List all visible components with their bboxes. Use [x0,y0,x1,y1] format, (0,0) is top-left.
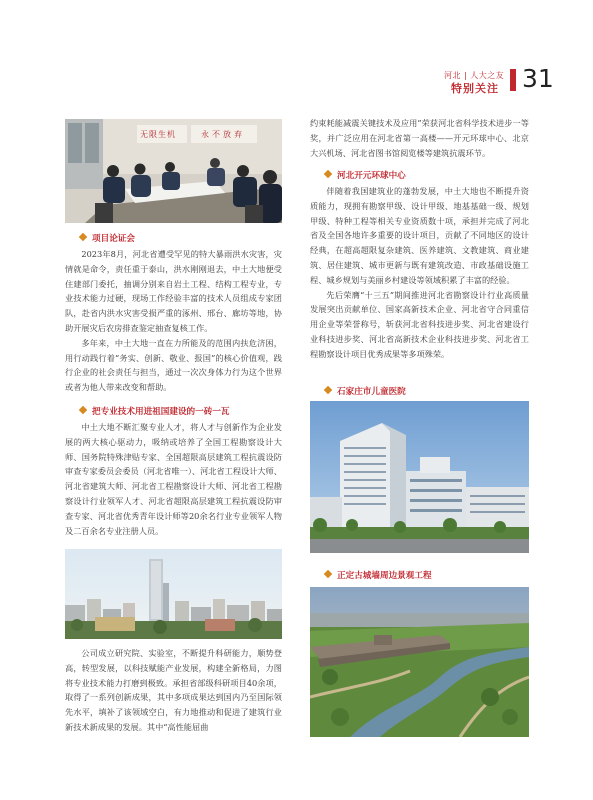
section-heading-text: 把专业技术用进祖国建设的一砖一瓦 [92,407,230,417]
right-text-block-2 [310,184,529,362]
caption-text: 正定古城墙周边景观工程 [337,571,432,581]
caption-text: 石家庄市儿童医院 [337,387,406,397]
caption-childrens-hospital [325,385,406,397]
diamond-icon [79,233,87,241]
caption-zhengding-wall [325,569,432,581]
banner-left-text: 无限生机 [140,130,176,139]
hospital-photo [310,401,529,553]
banner-right-text: 永不放弃 [201,130,245,139]
left-text-block-1 [65,247,282,395]
diamond-icon [79,406,87,414]
paragraph-social-responsibility: 多年来，中土大地一直在力所能及的范围内扶危济困，用行动践行着“务实、创新、敬业、报国”的核心价值观，践行企业的社会责任与担当，通过一次次身体力行为这个世界或者为他人带来改变和帮助。 [65,337,282,393]
caption-project-meeting [80,232,135,244]
section-heading-professional-tech [80,405,230,417]
right-text-block-1 [310,116,529,160]
section-heading-text: 河北开元环球中心 [337,171,406,181]
paragraph-flood-relief: 2023年8月，河北省遭受罕见的特大暴雨洪水灾害，灾情就是命令，责任重于泰山，洪水刚刚退去，中土大地便受住建部门委托，抽调分别来自岩土工程、结构工程专业，专业技术能力过硬，现场工作经验丰富的技术人员组成专家团队，赴省内洪水灾害受损严重的涿州、邢台、廊坊等地，协助开展灾后农房排查鉴定抽查复核工作。 [65,249,282,333]
diamond-icon [324,570,332,578]
caption-text: 项目论证会 [92,234,135,244]
paragraph-talent: 中土大地不断汇聚专业人才，将人才与创新作为企业发展的两大核心驱动力，吸纳或培养了全国工程勘察设计大师、国务院特殊津贴专家、全国超限高层建筑工程抗震设防审查专家委员会委员（河北省唯一）、河北省工程设计大师、河北省建筑大师、河北省工程勘察设计大师、河北省工程勘察设计行业领军人才、河北省超限高层建筑工程抗震设防审查专家、河北省优秀青年设计师等20余名行业专业领军人物及二百余名专业注册人员。 [65,422,282,536]
paragraph-honors: 先后荣膺“十三五”期间推进河北省勘察设计行业高质量发展突出贡献单位、国家高新技术企业、河北省守合同重信用企业等荣誉称号，斩获河北省科技进步奖、河北省建设行业科技进步奖、河北省高新技术企业科技进步奖、河北省工程勘察设计项目优秀成果等多项殊荣。 [310,289,529,359]
header-accent-bar [510,69,516,91]
section-heading-kaiyuan [325,169,406,181]
magazine-brand: 河北 | 人大之友 [444,71,505,80]
meeting-photo [65,119,282,223]
diamond-icon [324,170,332,178]
left-text-block-3 [65,646,282,735]
paragraph-research: 公司成立研究院、实验室，不断提升科研能力，顺势登高，转型发展，以科技赋能产业发展，构建全新格局，力图将专业技术能力打磨到极致。承担省部级科研项目40余项，取得了一系列创新成果，其中多项成果达到国内乃至国际领先水平，填补了该领域空白，有力地推动和促进了建筑行业新技术新成果的发展。其中“高性能屈曲 [65,648,282,732]
paragraph-qualifications: 伴随着我国建筑业的蓬勃发展，中土大地也不断提升资质能力，现拥有勘察甲级、设计甲级、地基基础一级、规划甲级、特种工程等相关专业资质数十项，承担并完成了河北省及全国各地许多重要的设计项目，贡献了不同地区的设计经典，在超高超限复杂建筑、医养建筑、文教建筑、商业建筑、居住建筑、城市更新与既有建筑改造、市政基础设施工程、城乡规划与美丽乡村建设等领域积累了丰富的经验。 [310,186,529,285]
left-text-block-2 [65,420,282,538]
diamond-icon [324,386,332,394]
city-wall-landscape-photo [310,587,529,737]
city-skyline-photo [65,549,282,639]
section-title: 特别关注 [451,82,499,95]
paragraph-award-continuation: 约束耗能减震关键技术及应用”荣获河北省科学技术进步一等奖，并广泛应用在河北省第一高楼——开元环球中心、北京大兴机场、河北省图书馆阅览楼等建筑抗震环节。 [310,118,529,158]
page-number: 31 [522,64,554,93]
